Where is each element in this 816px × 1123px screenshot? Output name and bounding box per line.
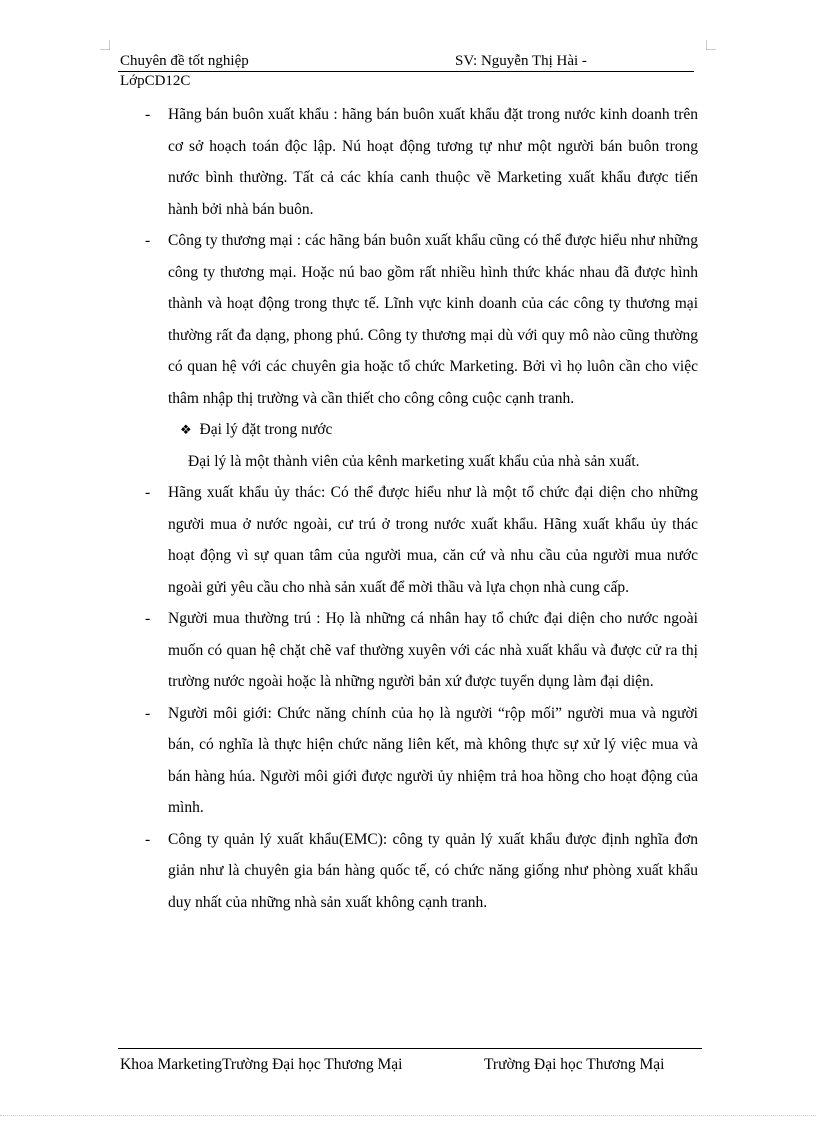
paragraph: Đại lý là một thành viên của kênh marketing xuất khẩu của nhà sản xuất.	[188, 452, 640, 470]
list-dash: -	[145, 704, 151, 722]
list-dash: -	[145, 610, 151, 627]
list-dash: -	[145, 830, 151, 848]
footer-left: Khoa MarketingTrường Đại học Thương Mại	[120, 1056, 403, 1073]
diamond-bullet-icon: ❖	[180, 422, 192, 437]
list-item-text: Công ty quản lý xuất khẩu(EMC): công ty quản lý xuất khẩu được định nghĩa đơn giản như là chuyên gia bán hàng quốc tế, có chức năng giống như phòng xuất khẩu duy nhất của những nhà sản xuất không cạnh tranh.	[168, 830, 698, 911]
crop-mark-top-right	[706, 40, 716, 50]
list-item	[118, 477, 698, 603]
section-heading-text: Đại lý đặt trong nước	[199, 421, 333, 438]
page-header	[118, 52, 694, 91]
list-item	[118, 603, 698, 698]
section-heading	[118, 414, 698, 446]
header-left: Chuyên đề tốt nghiệp	[120, 53, 249, 69]
list-item-text: Người mua thường trú : Họ là những cá nhân hay tổ chức đại diện cho nước ngoài muốn có quan hệ chặt chẽ vaf thường xuyên với các nhà xuất khẩu và được cử ra thị trường nước ngoài hoặc là những người bản xứ được tuyển dụng làm đại diện.	[168, 610, 698, 690]
page-bottom-dotted-line	[0, 1115, 816, 1117]
list-item-text: Người môi giới: Chức năng chính của họ là người “rộp mối” người mua và người bán, có nghĩa là thực hiện chức năng liên kết, mà không thực sự xử lý việc mua và bán hàng húa. Người môi giới được người ủy nhiệm trả hoa hồng cho hoạt động của mình.	[168, 704, 698, 816]
list-dash: -	[145, 232, 151, 249]
list-item	[118, 698, 698, 824]
header-class-line: LớpCD12C	[120, 73, 191, 89]
list-item	[118, 225, 698, 414]
list-item-text: Hãng bán buôn xuất khẩu : hãng bán buôn xuất khẩu đặt trong nước kinh doanh trên cơ sở hoạch toán độc lập. Nú hoạt động tương tự như một người bán buôn trong nước bình thường. Tất cả các khía canh thuộc về Marketing xuất khẩu được tiến hành bởi nhà bán buôn.	[168, 106, 698, 218]
page-footer	[118, 1048, 702, 1073]
footer-right: Trường Đại học Thương Mại	[484, 1056, 665, 1073]
list-item-text: Hãng xuất khẩu ủy thác: Có thể được hiểu như là một tổ chức đại diện cho những người mua ở nước ngoài, cư trú ở trong nước xuất khẩu. Hãng xuất khẩu ủy thác hoạt động vì sự quan tâm của người mua, căn cứ và nhu cầu của người mua nước ngoài gửi yêu cầu cho nhà sản xuất để mời thầu và lựa chọn nhà cung cấp.	[168, 484, 698, 596]
document-body	[118, 99, 698, 918]
list-dash: -	[145, 106, 151, 123]
list-dash: -	[145, 484, 151, 501]
list-item	[118, 99, 698, 225]
list-item	[118, 824, 698, 919]
header-right: SV: Nguyễn Thị Hài -	[455, 53, 587, 69]
crop-mark-top-left	[100, 40, 110, 50]
list-item-text: Công ty thương mại : các hãng bán buôn xuất khẩu cũng có thể được hiểu như những công ty thương mại. Hoặc nú bao gồm rất nhiều hình thức khác nhau đã được hình thành và hoạt động trong thực tế. Lĩnh vực kinh doanh của các công ty thương mại thường rất đa dạng, phong phú. Công ty thương mại dù với quy mô nào cũng thường có quan hệ với các chuyên gia hoặc tổ chức Marketing. Bởi vì họ luôn cần cho việc thâm nhập thị trường và cần thiết cho công công cuộc cạnh tranh.	[168, 232, 698, 407]
